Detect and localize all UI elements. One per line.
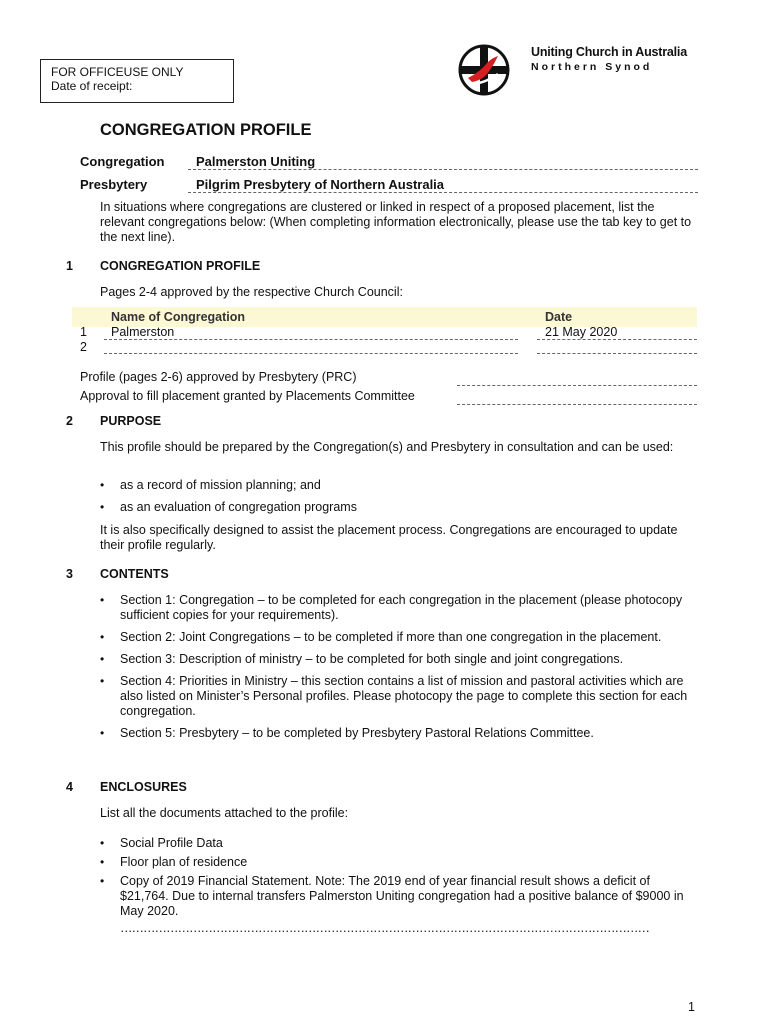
placement-approval-field[interactable] [457, 404, 697, 405]
office-use-label: FOR OFFICEUSE ONLY [51, 65, 184, 79]
list-item: • Section 1: Congregation – to be completed for each congregation in the placement (please photocopy sufficient copies for your requirements). [100, 593, 700, 623]
section-3-number: 3 [66, 567, 73, 581]
list-item: • Floor plan of residence [100, 855, 700, 870]
prc-approval-field[interactable] [457, 385, 697, 386]
section-2-number: 2 [66, 414, 73, 428]
date-of-receipt-label: Date of receipt: [51, 79, 133, 93]
congregation-field[interactable]: Palmerston Uniting [196, 154, 316, 169]
row-2-name-underline [104, 353, 518, 354]
row-2-date-underline [537, 353, 697, 354]
list-item: • Section 2: Joint Congregations – to be completed if more than one congregation in the placement. [100, 630, 700, 645]
presbytery-field[interactable]: Pilgrim Presbytery of Northern Australia [196, 177, 445, 192]
section-1-number: 1 [66, 259, 73, 273]
office-use-box [40, 59, 234, 103]
org-name: Uniting Church in Australia [531, 45, 687, 59]
dotted-line: ………………………………………………………………………………………………………………………… [120, 921, 649, 935]
section-3-heading: CONTENTS [100, 567, 169, 581]
contents-list [100, 593, 700, 741]
placement-paragraph: It is also specifically designed to assist the placement process. Congregations are encouraged to update their profile regularly. [100, 523, 678, 552]
approved-text: Pages 2-4 approved by the respective Church Council: [100, 285, 403, 299]
row-1-name-field[interactable]: Palmerston [111, 325, 175, 339]
row-2-number: 2 [80, 340, 87, 354]
purpose-list [100, 478, 700, 515]
row-1-date-field[interactable]: 21 May 2020 [545, 325, 618, 339]
congregation-underline [188, 169, 698, 170]
row-1-date-underline [537, 339, 697, 340]
org-synod: Northern Synod [531, 61, 653, 73]
placement-approval-text: Approval to fill placement granted by Placements Committee [80, 389, 415, 403]
intro-paragraph: In situations where congregations are clustered or linked in respect of a proposed placement, list the relevant congregations below: (When completing information electronically, please use the tab key to get to the next line). [100, 200, 692, 244]
purpose-paragraph: This profile should be prepared by the Congregation(s) and Presbytery in consultation and can be used: [100, 440, 674, 454]
list-item: • Copy of 2019 Financial Statement. Note: The 2019 end of year financial result shows a deficit of $21,764. Due to internal transfers Palmerston Uniting congregation had a positive balance of $9000 in May 2020. [100, 874, 700, 919]
section-4-heading: ENCLOSURES [100, 780, 187, 794]
enclosures-paragraph: List all the documents attached to the profile: [100, 806, 349, 820]
uniting-church-logo-icon [458, 44, 510, 96]
page-number: 1 [688, 1000, 695, 1014]
list-item: • Section 5: Presbytery – to be completed by Presbytery Pastoral Relations Committee. [100, 726, 700, 741]
section-4-number: 4 [66, 780, 73, 794]
row-1-name-underline [104, 339, 518, 340]
list-item: • as a record of mission planning; and [100, 478, 700, 493]
prc-approval-text: Profile (pages 2-6) approved by Presbytery (PRC) [80, 370, 357, 384]
page-title: CONGREGATION PROFILE [100, 121, 312, 139]
enclosures-list [100, 836, 700, 919]
list-item: • as an evaluation of congregation programs [100, 500, 700, 515]
section-2-heading: PURPOSE [100, 414, 162, 428]
list-item: • Section 3: Description of ministry – to be completed for both single and joint congregations. [100, 652, 700, 667]
list-item: • Social Profile Data [100, 836, 700, 851]
col-header-date: Date [545, 310, 573, 324]
presbytery-label: Presbytery [80, 177, 148, 192]
col-header-name: Name of Congregation [111, 310, 246, 324]
congregation-label: Congregation [80, 154, 165, 169]
list-item: • Section 4: Priorities in Ministry – this section contains a list of mission and pastoral activities which are also listed on Minister’s Personal profiles. Please photocopy the page to complete this section for each congregation. [100, 674, 700, 719]
row-1-number: 1 [80, 325, 87, 339]
section-1-heading: CONGREGATION PROFILE [100, 259, 261, 273]
presbytery-underline [188, 192, 698, 193]
